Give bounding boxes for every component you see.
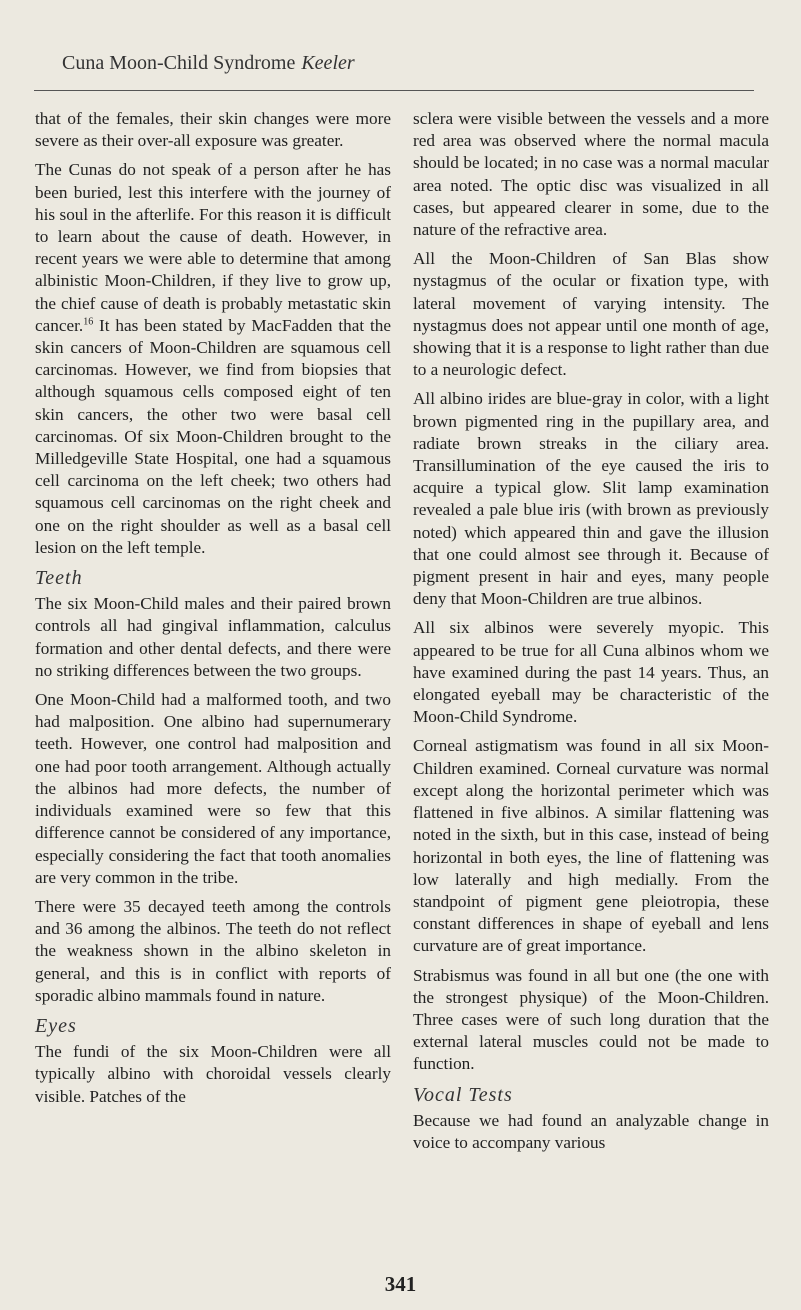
paragraph: All six albinos were severely myopic. This appeared to be true for all Cuna albinos whom we have examined during the past 14 years. Thus, an elongated eyeball may be characteristic of the Moon-Child Syndrome. [413, 618, 769, 727]
running-author: Keeler [301, 52, 355, 74]
paragraph: The fundi of the six Moon-Children were all typically albino with choroidal vessels clearly visible. Patches of the [35, 1042, 391, 1106]
reference-superscript: 16 [83, 316, 94, 328]
paragraph-cancer [35, 159, 391, 559]
paragraph-text-cont: It has been stated by MacFadden that the skin cancers of Moon-Children are squamous cell carcinomas. However, we find from biopsies that although squamous cells composed eight of ten skin cancers, the other two were basal cell carcinomas. Of six Moon-Children brought to the Milledgeville State Hospital, one had a squamous cell carcinoma on the left cheek; two others had squamous cell carcinomas on the right cheek and one on the right shoulder as well as a basal cell lesion on the left temple. [35, 315, 391, 557]
section-heading-teeth: Teeth [35, 567, 83, 590]
paragraph: sclera were visible between the vessels and a more red area was observed where the normal macula should be located; in no case was a normal macular area noted. The optic disc was visualized in all cases, but appeared clearer in some, due to the nature of the refractive area. [413, 109, 769, 240]
paragraph: All the Moon-Children of San Blas show nystagmus of the ocular or fixation type, with lateral movement of varying intensity. The nystagmus does not appear until one month of age, showing that it is a response to light rather than due to a neurologic defect. [413, 249, 769, 380]
running-title: Cuna Moon-Child Syndrome [62, 52, 296, 74]
header-rule [34, 90, 754, 91]
paragraph: All albino irides are blue-gray in color, with a light brown pigmented ring in the pupillary area, and radiate brown streaks in the ciliary area. Transillumination of the eye caused the iris to acquire a typical glow. Slit lamp examination revealed a pale blue iris (with brown as previously noted) which appeared thin and gave the illusion that one could almost see through it. Because of pigment present in hair and eyes, many people deny that Moon-Children are true albinos. [413, 389, 769, 609]
paragraph: One Moon-Child had a malformed tooth, and two had malposition. One albino had supernumerary teeth. However, one control had malposition and one had poor tooth arrangement. Although actually the albinos had more defects, the number of individuals examined were so few that this difference cannot be considered of any importance, especially considering the fact that tooth anomalies are very common in the tribe. [35, 690, 391, 887]
paragraph: that of the females, their skin changes were more severe as their over-all exposure was greater. [35, 109, 391, 151]
section-heading-eyes: Eyes [35, 1014, 77, 1037]
right-column [413, 108, 769, 1161]
paragraph: Corneal astigmatism was found in all six Moon-Children examined. Corneal curvature was normal except along the horizontal perimeter which was flattened in five albinos. A similar flattening was noted in the sixth, but in this case, instead of being horizontal in both eyes, the line of flattening was low laterally and high medially. From the standpoint of pigment gene pleiotropia, these constant differences in shape of eyeball and lens curvature are of great importance. [413, 736, 769, 956]
section-heading-vocal-tests: Vocal Tests [413, 1083, 513, 1106]
left-column [35, 108, 391, 1115]
running-header [62, 52, 355, 75]
paragraph: There were 35 decayed teeth among the controls and 36 among the albinos. The teeth do not reflect the weakness shown in the albino skeleton in general, and this is in conflict with reports of sporadic albino mammals found in nature. [35, 896, 391, 1005]
paragraph: Because we had found an analyzable change in voice to accompany various [413, 1110, 769, 1152]
paragraph: Strabismus was found in all but one (the one with the strongest physique) of the Moon-Children. Three cases were of such long duration that the external lateral muscles could not be made to function. [413, 965, 769, 1074]
paragraph: The six Moon-Child males and their paired brown controls all had gingival inflammation, calculus formation and other dental defects, and there were no striking differences between the two groups. [35, 594, 391, 680]
paragraph-text: The Cunas do not speak of a person after he has been buried, lest this interfere with the journey of his soul in the afterlife. For this reason it is difficult to learn about the cause of death. However, in recent years we were able to determine that among albinistic Moon-Children, if they live to grow up, the chief cause of death is probably metastatic skin cancer. [35, 160, 391, 335]
page-number: 341 [384, 1272, 417, 1296]
